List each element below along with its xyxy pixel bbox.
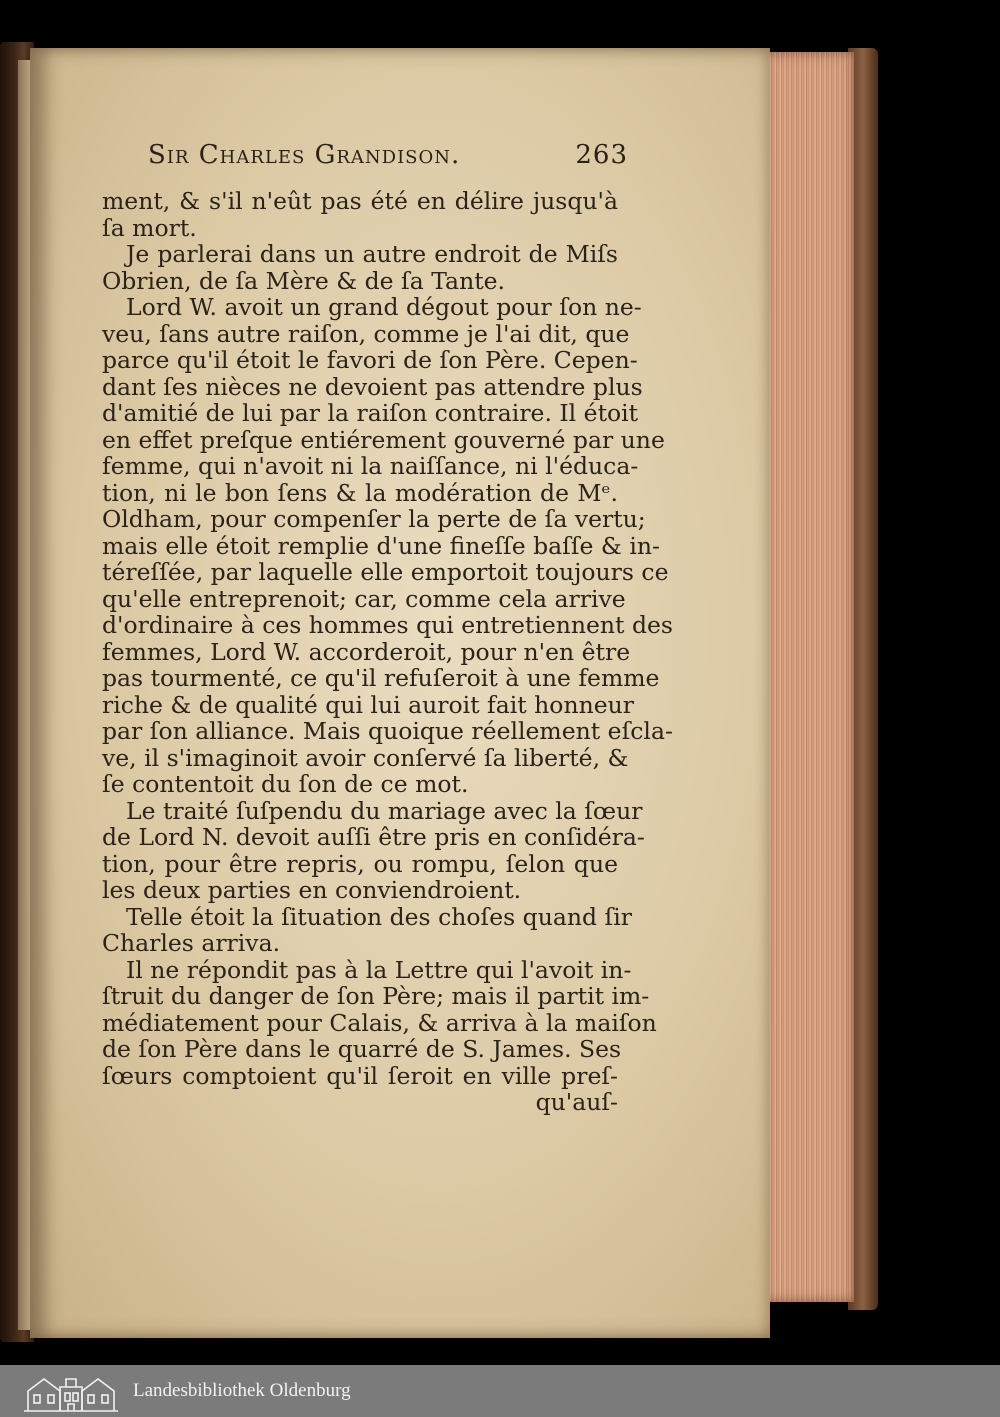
text-line: ve, il s'imaginoit avoir conſervé ſa liberté, & bbox=[102, 743, 629, 772]
footer-bar bbox=[0, 1365, 1000, 1417]
running-title: Sir Charles Grandison. bbox=[148, 140, 461, 170]
text-line: par ſon alliance. Mais quoique réellement eſcla- bbox=[102, 717, 673, 745]
text-line: parce qu'il étoit le favori de ſon Père. Cepen- bbox=[102, 346, 638, 374]
text-line: de Lord N. devoit auſſi être pris en conſidéra- bbox=[102, 823, 645, 851]
text-line: tion, pour être repris, ou rompu, ſelon que bbox=[102, 849, 618, 878]
text-line: en effet preſque entiérement gouverné par une bbox=[102, 425, 665, 454]
text-line: mais elle étoit remplie d'une fineſſe baſſe & in- bbox=[102, 531, 660, 560]
text-line: de ſon Père dans le quarré de S. James. Ses bbox=[102, 1035, 622, 1063]
text-line: femmes, Lord W. accorderoit, pour n'en être bbox=[102, 637, 631, 666]
library-name: Landesbibliothek Oldenburg bbox=[133, 1380, 351, 1401]
catchword: qu'auſ- bbox=[535, 1088, 618, 1116]
text-line: téreſſée, par laquelle elle emportoit toujours ce bbox=[102, 558, 669, 586]
page-number: 263 bbox=[575, 140, 628, 170]
text-line: veu, ſans autre raiſon, comme je l'ai dit, que bbox=[102, 319, 630, 348]
text-line: ſtruit du danger de ſon Père; mais il partit im- bbox=[102, 982, 650, 1010]
text-line: médiatement pour Calais, & arriva à la maiſon bbox=[102, 1008, 657, 1037]
page-header bbox=[148, 140, 628, 180]
text-line: qu'elle entreprenoit; car, comme cela arrive bbox=[102, 584, 626, 613]
text-line: Charles arriva. bbox=[102, 929, 281, 957]
text-line: d'amitié de lui par la raiſon contraire. Il étoit bbox=[102, 399, 639, 427]
text-line: ment, & s'il n'eût pas été en délire jusqu'à bbox=[102, 187, 618, 215]
text-line: Lord W. avoit un grand dégout pour ſon ne- bbox=[126, 293, 642, 321]
library-building-icon bbox=[22, 1369, 120, 1413]
text-line: d'ordinaire à ces hommes qui entretiennent des bbox=[102, 611, 673, 639]
text-line: ſe contentoit du ſon de ce mot. bbox=[102, 770, 469, 798]
text-line: Le traité ſuſpendu du mariage avec la ſœur bbox=[126, 796, 643, 825]
text-line: femme, qui n'avoit ni la naiſſance, ni l'éduca- bbox=[102, 452, 639, 480]
text-line: Obrien, de ſa Mère & de ſa Tante. bbox=[102, 266, 506, 295]
text-line: Je parlerai dans un autre endroit de Miſs bbox=[126, 240, 618, 268]
text-line: Telle étoit la ſituation des choſes quand ſir bbox=[126, 902, 632, 931]
text-line: ſœurs comptoient qu'il ſeroit en ville preſ- bbox=[102, 1061, 618, 1090]
text-line: les deux parties en conviendroient. bbox=[102, 876, 522, 904]
text-line: ſa mort. bbox=[102, 213, 197, 242]
text-line: Oldham, pour compenſer la perte de ſa vertu; bbox=[102, 505, 646, 533]
text-line: riche & de qualité qui lui auroit fait honneur bbox=[102, 690, 634, 719]
text-line: Il ne répondit pas à la Lettre qui l'avoit in- bbox=[126, 955, 632, 984]
text-line: tion, ni le bon ſens & la modération de Mᵉ. bbox=[102, 478, 618, 507]
text-line: pas tourmenté, ce qu'il refuſeroit à une femme bbox=[102, 664, 660, 692]
body-text bbox=[102, 187, 673, 1116]
text-line: dant ſes nièces ne devoient pas attendre plus bbox=[102, 372, 643, 401]
page-fore-edge bbox=[762, 52, 854, 1302]
